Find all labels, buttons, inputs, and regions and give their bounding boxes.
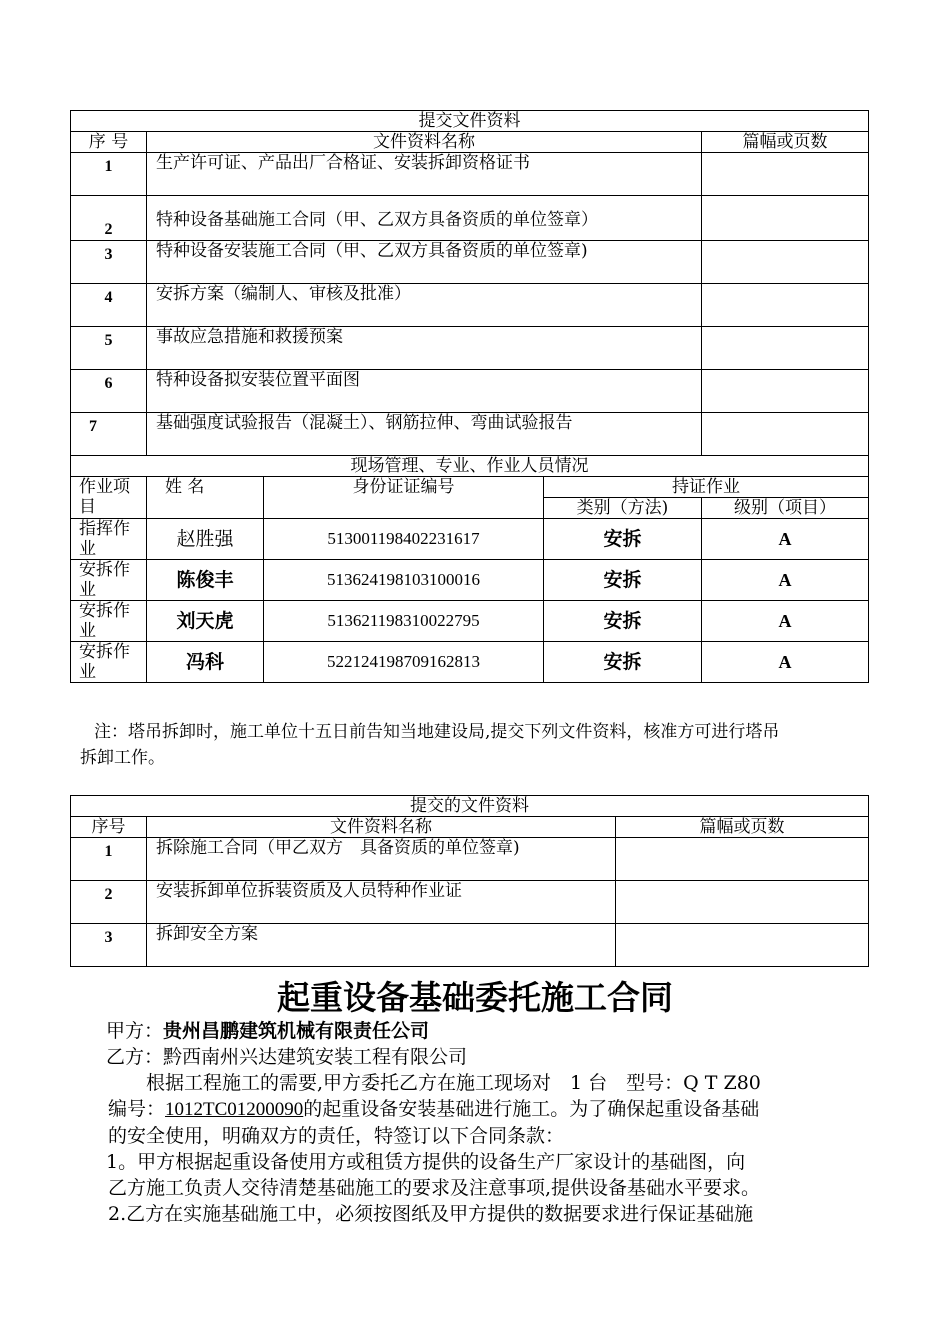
personnel-row bbox=[71, 642, 869, 683]
note-line: 注：塔吊拆卸时，施工单位十五日前告知当地建设局,提交下列文件资料，核准方可进行塔吊 bbox=[94, 722, 780, 742]
column-header-pages: 篇幅或页数 bbox=[616, 817, 869, 838]
id-number: 513001198402231617 bbox=[264, 519, 544, 560]
row-number: 2 bbox=[71, 196, 147, 241]
table-caption: 提交文件资料 bbox=[71, 111, 869, 132]
table-caption: 提交的文件资料 bbox=[71, 796, 869, 817]
paragraph-line: 根据工程施工的需要,甲方委托乙方在施工现场对 1 台 型号：Q T Z80 bbox=[146, 1072, 761, 1094]
document-name: 基础强度试验报告（混凝土）、钢筋拉伸、弯曲试验报告 bbox=[147, 413, 702, 456]
column-header-pages: 篇幅或页数 bbox=[702, 132, 869, 153]
document-name: 事故应急措施和救援预案 bbox=[147, 327, 702, 370]
certificate-category: 安拆 bbox=[544, 560, 702, 601]
document-name: 特种设备拟安装位置平面图 bbox=[147, 370, 702, 413]
row-number: 3 bbox=[71, 924, 147, 967]
party-a bbox=[106, 1018, 886, 1044]
person-name: 刘天虎 bbox=[147, 601, 264, 642]
clause-line: 乙方施工负责人交待清楚基础施工的要求及注意事项,提供设备基础水平要求。 bbox=[108, 1177, 761, 1199]
id-number: 522124198709162813 bbox=[264, 642, 544, 683]
work-item: 安拆作业 bbox=[71, 642, 147, 683]
certificate-level: A bbox=[702, 642, 869, 683]
certificate-level: A bbox=[702, 560, 869, 601]
row-number: 4 bbox=[71, 284, 147, 327]
dismantling-note bbox=[80, 719, 880, 771]
column-header-category: 类别（方法) bbox=[544, 498, 702, 519]
table-row bbox=[71, 370, 869, 413]
column-header-person-name: 姓 名 bbox=[147, 477, 264, 519]
dismantling-documents-table bbox=[70, 795, 869, 967]
certificate-category: 安拆 bbox=[544, 642, 702, 683]
table-row bbox=[71, 284, 869, 327]
table-row bbox=[71, 327, 869, 370]
table-row bbox=[71, 881, 869, 924]
serial-label: 编号： bbox=[108, 1098, 166, 1120]
contract-title: 起重设备基础委托施工合同 bbox=[277, 978, 673, 1017]
row-number: 7 bbox=[71, 413, 147, 456]
paragraph-line: 的安全使用，明确双方的责任，特签订以下合同条款： bbox=[108, 1125, 565, 1147]
certificate-category: 安拆 bbox=[544, 519, 702, 560]
clause-line: 1。甲方根据起重设备使用方或租赁方提供的设备生产厂家设计的基础图，向 bbox=[106, 1151, 746, 1173]
id-number: 513624198103100016 bbox=[264, 560, 544, 601]
work-item: 安拆作业 bbox=[71, 560, 147, 601]
document-name: 安装拆卸单位拆装资质及人员特种作业证 bbox=[147, 881, 616, 924]
submitted-documents-table bbox=[70, 110, 869, 683]
pages-cell bbox=[616, 924, 869, 967]
pages-cell bbox=[702, 284, 869, 327]
person-name: 陈俊丰 bbox=[147, 560, 264, 601]
personnel-row bbox=[71, 519, 869, 560]
paragraph-line bbox=[108, 1096, 888, 1123]
pages-cell bbox=[702, 370, 869, 413]
id-number: 513621198310022795 bbox=[264, 601, 544, 642]
table-row bbox=[71, 153, 869, 196]
document-name: 安拆方案（编制人、审核及批准） bbox=[147, 284, 702, 327]
row-number: 1 bbox=[71, 153, 147, 196]
column-header-id-number: 身份证证编号 bbox=[264, 477, 544, 519]
document-name: 拆卸安全方案 bbox=[147, 924, 616, 967]
table-row bbox=[71, 413, 869, 456]
pages-cell bbox=[702, 241, 869, 284]
pages-cell bbox=[616, 838, 869, 881]
clause-line: 2.乙方在实施基础施工中，必须按图纸及甲方提供的数据要求进行保证基础施 bbox=[108, 1203, 754, 1225]
table-row bbox=[71, 241, 869, 284]
equipment-serial-number: 1012TC01200090 bbox=[165, 1099, 304, 1120]
pages-cell bbox=[702, 196, 869, 241]
document-name: 拆除施工合同（甲乙双方 具备资质的单位签章) bbox=[147, 838, 616, 881]
certificate-level: A bbox=[702, 601, 869, 642]
row-number: 1 bbox=[71, 838, 147, 881]
column-header-level: 级别（项目） bbox=[702, 498, 869, 519]
document-name: 特种设备安装施工合同（甲、乙双方具备资质的单位签章) bbox=[147, 241, 702, 284]
row-number: 2 bbox=[71, 881, 147, 924]
person-name: 赵胜强 bbox=[147, 519, 264, 560]
pages-cell bbox=[616, 881, 869, 924]
table-row bbox=[71, 838, 869, 881]
column-header-no: 序 号 bbox=[71, 132, 147, 153]
document-name: 特种设备基础施工合同（甲、乙双方具备资质的单位签章） bbox=[147, 196, 702, 241]
party-b-label: 乙方： bbox=[106, 1046, 164, 1068]
certificate-level: A bbox=[702, 519, 869, 560]
table-row bbox=[71, 924, 869, 967]
column-header-name: 文件资料名称 bbox=[147, 132, 702, 153]
document-name: 生产许可证、产品出厂合格证、安装拆卸资格证书 bbox=[147, 153, 702, 196]
column-header-certified-work: 持证作业 bbox=[544, 477, 869, 498]
row-number: 5 bbox=[71, 327, 147, 370]
pages-cell bbox=[702, 327, 869, 370]
party-b bbox=[106, 1044, 886, 1070]
row-number: 3 bbox=[71, 241, 147, 284]
work-item: 指挥作业 bbox=[71, 519, 147, 560]
personnel-row bbox=[71, 560, 869, 601]
column-header-no: 序号 bbox=[71, 817, 147, 838]
party-a-name: 贵州昌鹏建筑机械有限责任公司 bbox=[163, 1020, 430, 1042]
personnel-row bbox=[71, 601, 869, 642]
table-row bbox=[71, 196, 869, 241]
party-a-label: 甲方： bbox=[106, 1020, 164, 1042]
person-name: 冯科 bbox=[147, 642, 264, 683]
serial-suffix: 的起重设备安装基础进行施工。为了确保起重设备基础 bbox=[303, 1098, 760, 1120]
column-header-name: 文件资料名称 bbox=[147, 817, 616, 838]
certificate-category: 安拆 bbox=[544, 601, 702, 642]
party-b-name: 黔西南州兴达建筑安装工程有限公司 bbox=[163, 1046, 468, 1068]
work-item: 安拆作业 bbox=[71, 601, 147, 642]
column-header-work-item: 作业项目 bbox=[71, 477, 147, 519]
personnel-caption: 现场管理、专业、作业人员情况 bbox=[71, 456, 869, 477]
pages-cell bbox=[702, 153, 869, 196]
contract-paragraph bbox=[108, 1070, 888, 1227]
note-line: 拆卸工作。 bbox=[80, 748, 165, 768]
row-number: 6 bbox=[71, 370, 147, 413]
pages-cell bbox=[702, 413, 869, 456]
